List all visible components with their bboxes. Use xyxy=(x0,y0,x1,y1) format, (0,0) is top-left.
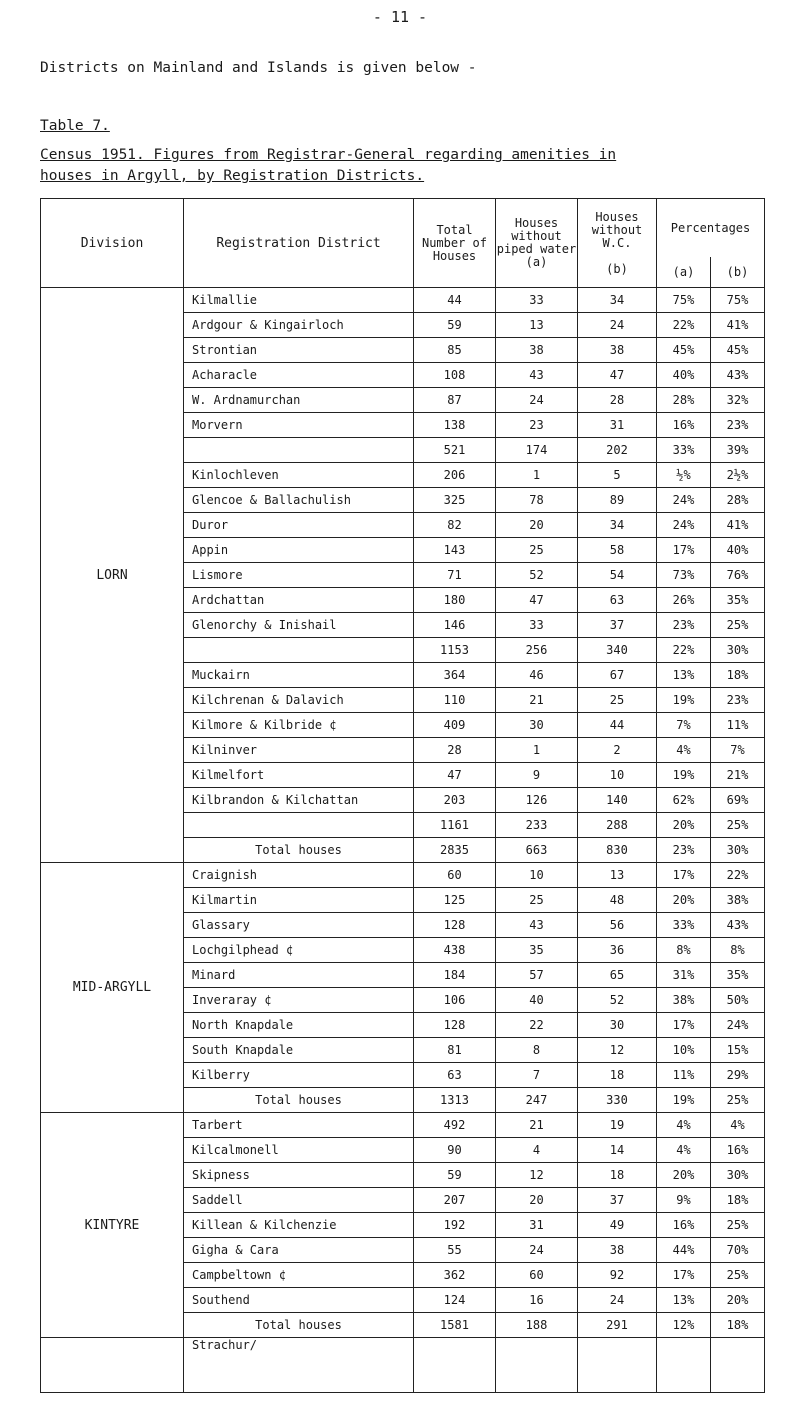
pct-b-cell: 23% xyxy=(711,413,765,438)
division-cell: MID-ARGYLL xyxy=(41,863,184,1113)
total-cell: 207 xyxy=(414,1188,496,1213)
without-wc-cell: 12 xyxy=(578,1038,657,1063)
pct-a-cell: 19% xyxy=(657,1088,711,1113)
district-cell: Glencoe & Ballachulish xyxy=(184,488,414,513)
pct-b-cell: 29% xyxy=(711,1063,765,1088)
without-wc-cell: 140 xyxy=(578,788,657,813)
pct-a-cell: 13% xyxy=(657,663,711,688)
total-cell: 492 xyxy=(414,1113,496,1138)
total-cell: 1153 xyxy=(414,638,496,663)
pct-b-cell: 50% xyxy=(711,988,765,1013)
pct-a-cell: 12% xyxy=(657,1313,711,1338)
pct-b-cell: 18% xyxy=(711,1188,765,1213)
without-wc-cell: 330 xyxy=(578,1088,657,1113)
district-cell: Inveraray ¢ xyxy=(184,988,414,1013)
district-cell: Southend xyxy=(184,1288,414,1313)
pct-a-cell: 33% xyxy=(657,438,711,463)
district-cell: Kilninver xyxy=(184,738,414,763)
total-cell: 82 xyxy=(414,513,496,538)
district-cell: Kilmelfort xyxy=(184,763,414,788)
district-cell: Total houses xyxy=(184,838,414,863)
without-wc-cell: 5 xyxy=(578,463,657,488)
pct-a-cell: 24% xyxy=(657,513,711,538)
pct-b-cell: 25% xyxy=(711,613,765,638)
without-water-cell: 25 xyxy=(496,538,578,563)
pct-a-cell: 4% xyxy=(657,1113,711,1138)
pct-b-cell: 30% xyxy=(711,1163,765,1188)
without-water-cell: 126 xyxy=(496,788,578,813)
without-wc-cell: 291 xyxy=(578,1313,657,1338)
pct-b-cell: 28% xyxy=(711,488,765,513)
district-cell: Ardchattan xyxy=(184,588,414,613)
total-cell: 108 xyxy=(414,363,496,388)
pct-a-cell: 44% xyxy=(657,1238,711,1263)
without-water-cell: 1 xyxy=(496,738,578,763)
caption-line-2: houses in Argyll, by Registration Districts. xyxy=(40,168,425,184)
without-wc-cell xyxy=(578,1338,657,1393)
pct-b-cell: 40% xyxy=(711,538,765,563)
without-wc-cell: 28 xyxy=(578,388,657,413)
without-water-cell: 35 xyxy=(496,938,578,963)
district-cell: Morvern xyxy=(184,413,414,438)
table-row xyxy=(41,863,765,888)
total-cell: 146 xyxy=(414,613,496,638)
pct-a-cell: 11% xyxy=(657,1063,711,1088)
pct-b-cell: 18% xyxy=(711,663,765,688)
pct-b-cell: 25% xyxy=(711,1213,765,1238)
pct-b-cell: 22% xyxy=(711,863,765,888)
pct-a-cell: 17% xyxy=(657,538,711,563)
without-wc-cell: 24 xyxy=(578,1288,657,1313)
pct-a-cell: 38% xyxy=(657,988,711,1013)
without-water-cell: 24 xyxy=(496,388,578,413)
pct-b-cell: 38% xyxy=(711,888,765,913)
total-header-text: Total Number of Houses xyxy=(421,222,488,263)
without-wc-cell: 56 xyxy=(578,913,657,938)
pct-b-cell: 25% xyxy=(711,813,765,838)
district-cell: Kilmallie xyxy=(184,288,414,313)
caption-line-1: Census 1951. Figures from Registrar-General regarding amenities in xyxy=(40,147,617,163)
total-cell: 60 xyxy=(414,863,496,888)
pct-a-cell: 16% xyxy=(657,1213,711,1238)
total-header xyxy=(414,199,496,288)
pct-b-header: (b) xyxy=(726,265,749,279)
pct-b-cell: 69% xyxy=(711,788,765,813)
without-water-cell: 256 xyxy=(496,638,578,663)
without-water-cell: 663 xyxy=(496,838,578,863)
pct-a-cell: 33% xyxy=(657,913,711,938)
total-cell: 71 xyxy=(414,563,496,588)
pct-a-cell: 20% xyxy=(657,888,711,913)
pct-a-cell: ½% xyxy=(657,463,711,488)
table-row xyxy=(41,1338,765,1393)
total-cell: 438 xyxy=(414,938,496,963)
without-water-cell: 9 xyxy=(496,763,578,788)
pct-b-cell: 16% xyxy=(711,1138,765,1163)
total-cell: 59 xyxy=(414,313,496,338)
district-cell: Campbeltown ¢ xyxy=(184,1263,414,1288)
total-cell: 1313 xyxy=(414,1088,496,1113)
pct-a-cell: 4% xyxy=(657,1138,711,1163)
without-wc-cell: 89 xyxy=(578,488,657,513)
pct-b-cell: 18% xyxy=(711,1313,765,1338)
pct-a-cell: 9% xyxy=(657,1188,711,1213)
district-cell: Total houses xyxy=(184,1313,414,1338)
pct-b-cell: 39% xyxy=(711,438,765,463)
district-cell: Lismore xyxy=(184,563,414,588)
pct-b-cell: 8% xyxy=(711,938,765,963)
district-cell xyxy=(184,638,414,663)
without-wc-cell: 34 xyxy=(578,513,657,538)
without-wc-cell: 67 xyxy=(578,663,657,688)
pct-b-cell: 4% xyxy=(711,1113,765,1138)
without-water-cell: 38 xyxy=(496,338,578,363)
total-cell: 128 xyxy=(414,1013,496,1038)
total-cell: 143 xyxy=(414,538,496,563)
pct-a-cell: 40% xyxy=(657,363,711,388)
pct-b-cell: 41% xyxy=(711,313,765,338)
district-cell: Kilmore & Kilbride ¢ xyxy=(184,713,414,738)
district-cell: W. Ardnamurchan xyxy=(184,388,414,413)
without-water-text: Houses without piped water xyxy=(496,216,577,256)
without-water-cell: 60 xyxy=(496,1263,578,1288)
without-wc-key: (b) xyxy=(606,261,628,276)
pct-a-cell: 45% xyxy=(657,338,711,363)
without-wc-cell: 37 xyxy=(578,613,657,638)
without-wc-cell: 34 xyxy=(578,288,657,313)
total-cell: 59 xyxy=(414,1163,496,1188)
district-cell: Kilberry xyxy=(184,1063,414,1088)
pct-b-cell: 43% xyxy=(711,913,765,938)
total-cell: 409 xyxy=(414,713,496,738)
district-cell: Kinlochleven xyxy=(184,463,414,488)
without-wc-cell: 36 xyxy=(578,938,657,963)
pct-b-cell: 23% xyxy=(711,688,765,713)
district-cell: Duror xyxy=(184,513,414,538)
pct-a-cell: 17% xyxy=(657,1263,711,1288)
district-cell: Lochgilphead ¢ xyxy=(184,938,414,963)
district-cell: Kilmartin xyxy=(184,888,414,913)
without-water-cell: 247 xyxy=(496,1088,578,1113)
without-water-cell: 21 xyxy=(496,1113,578,1138)
pct-a-cell: 73% xyxy=(657,563,711,588)
pct-a-cell: 23% xyxy=(657,613,711,638)
without-water-cell: 30 xyxy=(496,713,578,738)
total-cell: 110 xyxy=(414,688,496,713)
pct-a-header: (a) xyxy=(657,257,711,287)
without-wc-cell: 18 xyxy=(578,1163,657,1188)
pct-a-cell: 7% xyxy=(657,713,711,738)
without-wc-cell: 48 xyxy=(578,888,657,913)
total-cell: 1581 xyxy=(414,1313,496,1338)
without-water-cell: 7 xyxy=(496,1063,578,1088)
district-cell xyxy=(184,438,414,463)
without-wc-cell: 47 xyxy=(578,363,657,388)
pct-a-cell xyxy=(657,1338,711,1393)
without-wc-cell: 202 xyxy=(578,438,657,463)
pct-a-cell: 20% xyxy=(657,1163,711,1188)
without-water-cell: 47 xyxy=(496,588,578,613)
district-cell: Saddell xyxy=(184,1188,414,1213)
without-water-key: (a) xyxy=(525,255,548,269)
district-cell: Kilchrenan & Dalavich xyxy=(184,688,414,713)
without-wc-cell: 52 xyxy=(578,988,657,1013)
pct-a-cell: 19% xyxy=(657,763,711,788)
pct-b-cell: 76% xyxy=(711,563,765,588)
table-label: Table 7. xyxy=(40,118,110,134)
district-cell: Muckairn xyxy=(184,663,414,688)
total-cell: 128 xyxy=(414,913,496,938)
without-wc-cell: 44 xyxy=(578,713,657,738)
total-cell: 364 xyxy=(414,663,496,688)
district-cell: Glassary xyxy=(184,913,414,938)
total-cell: 184 xyxy=(414,963,496,988)
total-cell: 362 xyxy=(414,1263,496,1288)
district-cell: Tarbert xyxy=(184,1113,414,1138)
pct-b-cell: 45% xyxy=(711,338,765,363)
without-water-cell: 12 xyxy=(496,1163,578,1188)
amenities-table xyxy=(40,198,765,1393)
without-wc-cell: 18 xyxy=(578,1063,657,1088)
district-cell: Strontian xyxy=(184,338,414,363)
without-wc-cell: 288 xyxy=(578,813,657,838)
without-water-header xyxy=(496,199,578,288)
total-cell: 28 xyxy=(414,738,496,763)
pct-b-cell: 43% xyxy=(711,363,765,388)
pct-b-cell: 21% xyxy=(711,763,765,788)
district-cell: Glenorchy & Inishail xyxy=(184,613,414,638)
table-caption xyxy=(40,145,780,187)
without-water-cell: 23 xyxy=(496,413,578,438)
without-wc-cell: 38 xyxy=(578,1238,657,1263)
total-cell: 87 xyxy=(414,388,496,413)
without-water-cell: 78 xyxy=(496,488,578,513)
pct-b-cell: 35% xyxy=(711,963,765,988)
without-water-cell: 13 xyxy=(496,313,578,338)
pct-b-cell: 2½% xyxy=(711,463,765,488)
without-water-cell: 22 xyxy=(496,1013,578,1038)
without-water-cell: 46 xyxy=(496,663,578,688)
without-water-cell: 31 xyxy=(496,1213,578,1238)
total-cell: 63 xyxy=(414,1063,496,1088)
pct-b-cell: 32% xyxy=(711,388,765,413)
without-wc-cell: 25 xyxy=(578,688,657,713)
without-water-cell: 40 xyxy=(496,988,578,1013)
district-cell: Acharacle xyxy=(184,363,414,388)
pct-b-cell: 15% xyxy=(711,1038,765,1063)
total-cell: 47 xyxy=(414,763,496,788)
intro-text: Districts on Mainland and Islands is given below - xyxy=(40,60,477,76)
without-wc-cell: 30 xyxy=(578,1013,657,1038)
without-wc-header xyxy=(578,199,657,288)
pct-a-cell: 8% xyxy=(657,938,711,963)
pct-a-cell: 22% xyxy=(657,638,711,663)
pct-b-cell: 24% xyxy=(711,1013,765,1038)
without-wc-cell: 14 xyxy=(578,1138,657,1163)
pct-b-cell: 30% xyxy=(711,638,765,663)
header-row xyxy=(41,199,765,288)
without-wc-cell: 830 xyxy=(578,838,657,863)
table-row xyxy=(41,288,765,313)
district-cell: Minard xyxy=(184,963,414,988)
pct-a-cell: 75% xyxy=(657,288,711,313)
pct-b-cell: 25% xyxy=(711,1088,765,1113)
district-cell: Killean & Kilchenzie xyxy=(184,1213,414,1238)
without-water-cell: 174 xyxy=(496,438,578,463)
without-wc-cell: 65 xyxy=(578,963,657,988)
total-cell: 1161 xyxy=(414,813,496,838)
without-wc-cell: 54 xyxy=(578,563,657,588)
without-water-cell: 43 xyxy=(496,363,578,388)
pct-a-cell: 19% xyxy=(657,688,711,713)
pct-a-cell: 10% xyxy=(657,1038,711,1063)
without-wc-cell: 38 xyxy=(578,338,657,363)
total-cell: 203 xyxy=(414,788,496,813)
without-wc-cell: 58 xyxy=(578,538,657,563)
without-water-cell: 21 xyxy=(496,688,578,713)
pct-b-cell: 41% xyxy=(711,513,765,538)
pct-b-cell: 70% xyxy=(711,1238,765,1263)
without-water-cell: 33 xyxy=(496,613,578,638)
district-cell: Strachur/ xyxy=(184,1338,414,1393)
total-cell: 125 xyxy=(414,888,496,913)
without-water-cell: 20 xyxy=(496,1188,578,1213)
district-cell: Total houses xyxy=(184,1088,414,1113)
total-cell: 106 xyxy=(414,988,496,1013)
district-cell: Gigha & Cara xyxy=(184,1238,414,1263)
pct-a-cell: 13% xyxy=(657,1288,711,1313)
page-number: - 11 - xyxy=(372,8,428,26)
without-water-cell: 1 xyxy=(496,463,578,488)
total-cell: 521 xyxy=(414,438,496,463)
pct-a-cell: 17% xyxy=(657,863,711,888)
pct-a-cell: 17% xyxy=(657,1013,711,1038)
without-water-cell: 33 xyxy=(496,288,578,313)
without-water-cell: 20 xyxy=(496,513,578,538)
without-wc-cell: 31 xyxy=(578,413,657,438)
without-water-cell xyxy=(496,1338,578,1393)
district-header: Registration District xyxy=(184,199,414,288)
pct-a-cell: 22% xyxy=(657,313,711,338)
pct-a-cell: 23% xyxy=(657,838,711,863)
pct-b-cell: 25% xyxy=(711,1263,765,1288)
division-header: Division xyxy=(41,199,184,288)
without-water-cell: 25 xyxy=(496,888,578,913)
without-wc-cell: 13 xyxy=(578,863,657,888)
total-cell: 180 xyxy=(414,588,496,613)
pct-a-cell: 20% xyxy=(657,813,711,838)
percentages-label: Percentages xyxy=(670,221,751,235)
total-cell: 44 xyxy=(414,288,496,313)
total-cell: 2835 xyxy=(414,838,496,863)
without-water-cell: 43 xyxy=(496,913,578,938)
total-cell: 138 xyxy=(414,413,496,438)
without-wc-cell: 10 xyxy=(578,763,657,788)
pct-b-cell xyxy=(711,1338,765,1393)
district-cell xyxy=(184,813,414,838)
pct-a-cell: 16% xyxy=(657,413,711,438)
pct-a-cell: 26% xyxy=(657,588,711,613)
pct-a-cell: 28% xyxy=(657,388,711,413)
total-cell: 192 xyxy=(414,1213,496,1238)
without-wc-cell: 63 xyxy=(578,588,657,613)
total-cell: 124 xyxy=(414,1288,496,1313)
without-water-cell: 188 xyxy=(496,1313,578,1338)
without-water-cell: 24 xyxy=(496,1238,578,1263)
total-cell xyxy=(414,1338,496,1393)
total-cell: 206 xyxy=(414,463,496,488)
without-wc-cell: 49 xyxy=(578,1213,657,1238)
without-water-cell: 10 xyxy=(496,863,578,888)
pct-a-cell: 24% xyxy=(657,488,711,513)
division-cell: LORN xyxy=(41,288,184,863)
district-cell: Kilcalmonell xyxy=(184,1138,414,1163)
district-cell: Craignish xyxy=(184,863,414,888)
without-water-cell: 4 xyxy=(496,1138,578,1163)
total-cell: 90 xyxy=(414,1138,496,1163)
pct-a-cell: 62% xyxy=(657,788,711,813)
district-cell: Ardgour & Kingairloch xyxy=(184,313,414,338)
table-row xyxy=(41,1113,765,1138)
total-cell: 81 xyxy=(414,1038,496,1063)
pct-a-cell: 31% xyxy=(657,963,711,988)
without-wc-cell: 340 xyxy=(578,638,657,663)
district-cell: South Knapdale xyxy=(184,1038,414,1063)
without-water-cell: 52 xyxy=(496,563,578,588)
district-cell: North Knapdale xyxy=(184,1013,414,1038)
without-wc-text: Houses without W.C. xyxy=(591,209,643,250)
without-wc-cell: 24 xyxy=(578,313,657,338)
pct-b-cell: 30% xyxy=(711,838,765,863)
without-water-cell: 16 xyxy=(496,1288,578,1313)
without-water-cell: 57 xyxy=(496,963,578,988)
total-cell: 325 xyxy=(414,488,496,513)
pct-a-cell: 4% xyxy=(657,738,711,763)
district-cell: Appin xyxy=(184,538,414,563)
without-wc-cell: 37 xyxy=(578,1188,657,1213)
pct-b-cell: 20% xyxy=(711,1288,765,1313)
pct-b-cell: 11% xyxy=(711,713,765,738)
without-water-cell: 8 xyxy=(496,1038,578,1063)
pct-b-cell: 35% xyxy=(711,588,765,613)
division-cell xyxy=(41,1338,184,1393)
total-cell: 55 xyxy=(414,1238,496,1263)
percentages-header xyxy=(657,199,765,288)
pct-b-cell: 7% xyxy=(711,738,765,763)
total-cell: 85 xyxy=(414,338,496,363)
district-cell: Skipness xyxy=(184,1163,414,1188)
without-wc-cell: 2 xyxy=(578,738,657,763)
without-water-cell: 233 xyxy=(496,813,578,838)
district-cell: Kilbrandon & Kilchattan xyxy=(184,788,414,813)
without-wc-cell: 19 xyxy=(578,1113,657,1138)
division-cell: KINTYRE xyxy=(41,1113,184,1338)
pct-b-cell: 75% xyxy=(711,288,765,313)
without-wc-cell: 92 xyxy=(578,1263,657,1288)
